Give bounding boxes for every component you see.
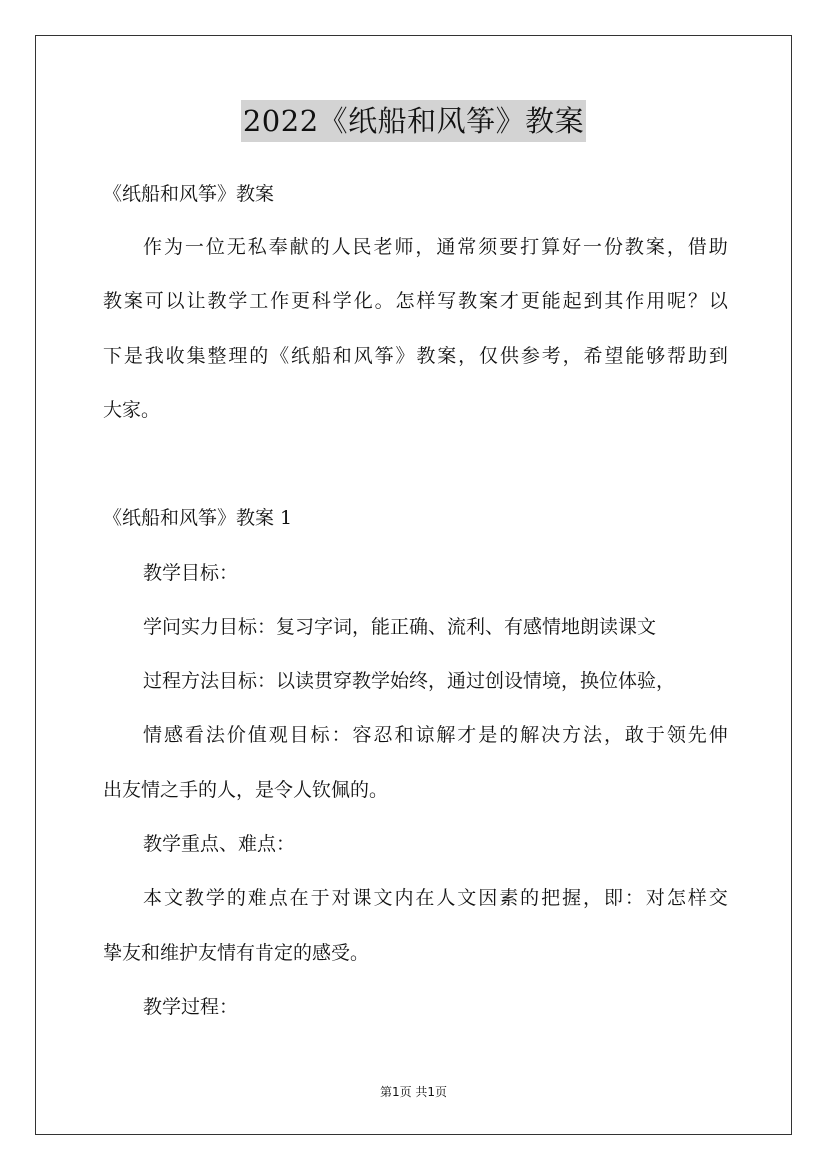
subtitle: 《纸船和风筝》教案 bbox=[103, 183, 275, 205]
title-container bbox=[0, 100, 827, 142]
goal-emotion-line-1: 情 感 看 法 价 值 观 目 标 ： 容 忍 和 谅 解 才 是 的 解 决 方 法 ， 敢 于 领 先 伸 bbox=[143, 724, 728, 746]
goal-knowledge: 学问实力目标：复习字词，能正确、流利、有感情地朗读课文 bbox=[143, 616, 657, 638]
intro-line-1: 作 为 一 位 无 私 奉 献 的 人 民 老 师 ， 通 常 须 要 打 算 好 一 份 教 案 ， 借 助 bbox=[143, 236, 728, 258]
intro-line-3: 下 是 我 收 集 整 理 的 《 纸 船 和 风 筝 》 教 案 ， 仅 供 参 考 ， 希 望 能 够 帮 助 到 bbox=[103, 345, 728, 367]
page-footer: 第1页 共1页 bbox=[379, 1085, 448, 1099]
process-heading: 教学过程： bbox=[143, 996, 239, 1018]
document-title: 2022《纸船和风筝》教案 bbox=[241, 100, 586, 142]
key-points-line-1: 本 文 教 学 的 难 点 在 于 对 课 文 内 在 人 文 因 素 的 把 握 ， 即 ： 对 怎 样 交 bbox=[143, 887, 728, 909]
goal-process: 过程方法目标：以读贯穿教学始终，通过创设情境，换位体验， bbox=[143, 670, 676, 692]
key-points-heading: 教学重点、难点： bbox=[143, 833, 296, 855]
section-heading: 《纸船和风筝》教案 1 bbox=[103, 507, 293, 529]
intro-line-2: 教 案 可 以 让 教 学 工 作 更 科 学 化 。 怎 样 写 教 案 才 更 能 起 到 其 作 用 呢 ？ 以 bbox=[103, 290, 728, 312]
goals-heading: 教学目标： bbox=[143, 562, 239, 584]
intro-line-4: 大家。 bbox=[103, 399, 161, 421]
goal-emotion-line-2: 出友情之手的人，是令人钦佩的。 bbox=[103, 779, 389, 801]
key-points-line-2: 挚友和维护友情有肯定的感受。 bbox=[103, 942, 370, 964]
